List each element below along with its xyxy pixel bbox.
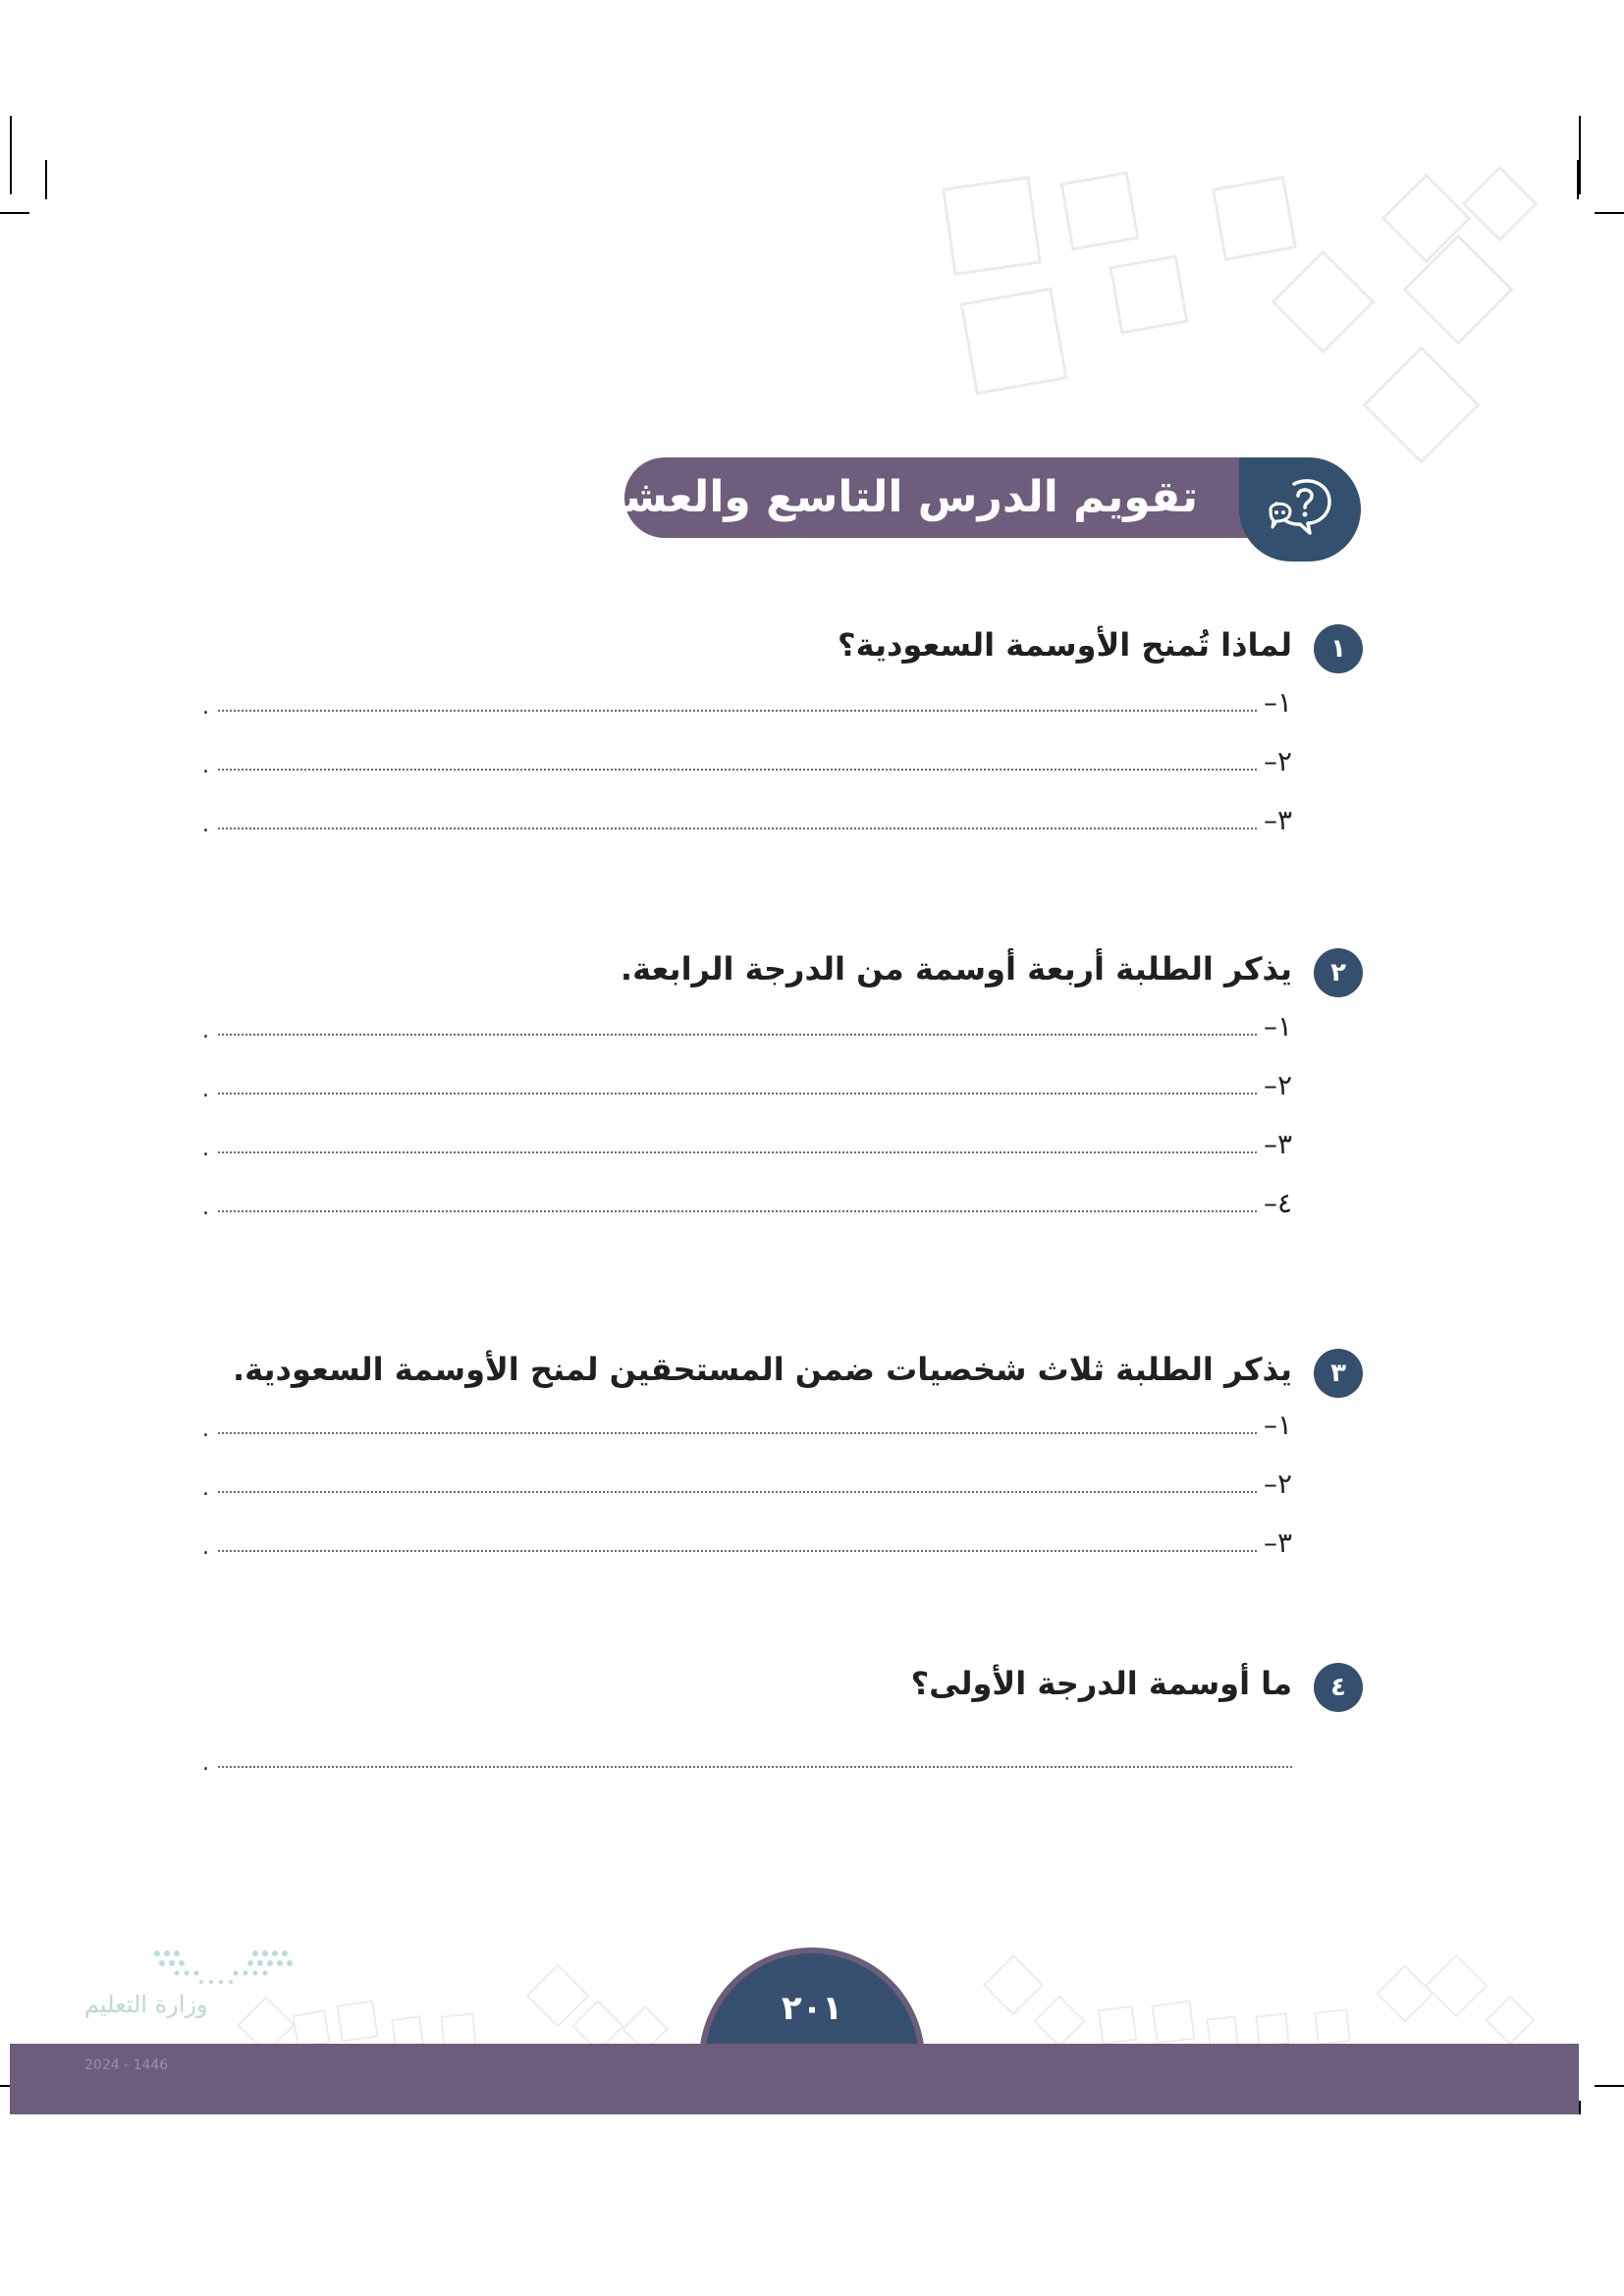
- page-number: ٢٠١: [781, 1989, 843, 2028]
- dotted-line: [218, 828, 1257, 829]
- decorative-square: [942, 176, 1042, 276]
- answer-number: ٣–: [1263, 1128, 1292, 1160]
- decorative-square: [1271, 249, 1375, 353]
- dotted-line: [218, 710, 1257, 712]
- answer-number: ٢–: [1263, 745, 1292, 777]
- answer-line[interactable]: [202, 1066, 1292, 1105]
- crop-mark: [45, 160, 47, 199]
- decorative-square: [1033, 1995, 1086, 2048]
- dotted-line: [218, 1151, 1257, 1153]
- dotted-line: [218, 1034, 1257, 1036]
- question-text: يذكر الطلبة ثلاث شخصيات ضمن المستحقين لمنح الأوسمة السعودية.: [232, 1351, 1292, 1388]
- question-number-badge: ٤: [1314, 1663, 1363, 1712]
- answer-line[interactable]: [202, 742, 1292, 781]
- ministry-logo-text: وزارة التعليم: [84, 1991, 208, 2018]
- answer-number: ١–: [1263, 686, 1292, 719]
- answer-number: ٣–: [1263, 1526, 1292, 1559]
- answer-number: [1253, 1739, 1292, 1779]
- question-speech-bubble-icon: [1265, 476, 1335, 541]
- decorative-square: [1462, 166, 1539, 242]
- decorative-square: [1098, 2005, 1138, 2046]
- answer-end-mark: .: [202, 1476, 209, 1501]
- decorative-square: [1212, 176, 1297, 261]
- decorative-square: [1424, 1953, 1488, 2017]
- answer-line[interactable]: [202, 1007, 1292, 1046]
- answer-number: ٢–: [1263, 1468, 1292, 1500]
- decorative-square: [1151, 2000, 1195, 2044]
- answer-end-mark: .: [202, 813, 209, 837]
- crop-mark: [1595, 212, 1624, 214]
- answer-line[interactable]: [202, 1523, 1292, 1563]
- answer-end-mark: .: [202, 1535, 209, 1560]
- answer-end-mark: .: [202, 1751, 209, 1776]
- decorative-square: [1059, 171, 1139, 250]
- answer-line[interactable]: [202, 1184, 1292, 1223]
- answer-number: ٤–: [1263, 1187, 1292, 1219]
- dotted-line: [218, 1550, 1257, 1552]
- decorative-square: [1109, 254, 1188, 334]
- dotted-line: [218, 1766, 1292, 1768]
- ministry-logo-year: 2024 - 1446: [84, 2057, 169, 2073]
- answer-end-mark: .: [202, 1019, 209, 1043]
- crop-mark: [10, 116, 12, 194]
- decorative-square: [292, 2009, 330, 2048]
- dotted-line: [218, 1210, 1257, 1212]
- answer-line[interactable]: [202, 683, 1292, 722]
- dotted-line: [218, 1093, 1257, 1095]
- answer-number: ١–: [1263, 1409, 1292, 1441]
- answer-line[interactable]: [202, 1125, 1292, 1164]
- answer-line[interactable]: [202, 1739, 1292, 1779]
- answer-end-mark: .: [202, 695, 209, 720]
- question-text: ما أوسمة الدرجة الأولى؟: [910, 1665, 1292, 1702]
- question-number-badge: ٢: [1314, 948, 1363, 997]
- question-number-badge: ٣: [1314, 1349, 1363, 1398]
- answer-line[interactable]: [202, 1465, 1292, 1504]
- answer-end-mark: .: [202, 754, 209, 778]
- crop-mark: [0, 212, 29, 214]
- crop-mark: [1577, 160, 1579, 199]
- dotted-line: [218, 1491, 1257, 1493]
- decorative-square: [1362, 346, 1480, 463]
- question-text: لماذا تُمنح الأوسمة السعودية؟: [838, 626, 1292, 664]
- decorative-square: [337, 2001, 379, 2043]
- page-title: تقويم الدرس التاسع والعشرين: [542, 472, 1198, 522]
- answer-number: ١–: [1263, 1010, 1292, 1042]
- page-margin: [0, 2114, 1624, 2296]
- answer-line[interactable]: [202, 1406, 1292, 1445]
- answer-end-mark: .: [202, 1137, 209, 1161]
- footer-band: [10, 2044, 1579, 2114]
- decorative-square: [1376, 1964, 1434, 2022]
- answer-number: ٢–: [1263, 1069, 1292, 1101]
- answer-number: ٣–: [1263, 804, 1292, 836]
- decorative-square: [983, 1954, 1044, 2015]
- dotted-line: [218, 1432, 1257, 1434]
- decorative-square: [1314, 2008, 1350, 2045]
- answer-end-mark: .: [202, 1078, 209, 1102]
- answer-end-mark: .: [202, 1196, 209, 1220]
- decorative-square: [1255, 2012, 1289, 2047]
- answer-line[interactable]: [202, 801, 1292, 840]
- question-number-badge: ١: [1314, 624, 1363, 673]
- decorative-square: [959, 287, 1067, 395]
- answer-end-mark: .: [202, 1417, 209, 1442]
- ministry-logo-dots-icon: [147, 1946, 295, 1989]
- crop-mark: [1579, 116, 1581, 194]
- decorative-square: [1486, 1996, 1536, 2046]
- crop-mark: [1595, 2085, 1624, 2087]
- dotted-line: [218, 769, 1257, 771]
- question-text: يذكر الطلبة أربعة أوسمة من الدرجة الرابعة.: [620, 950, 1292, 988]
